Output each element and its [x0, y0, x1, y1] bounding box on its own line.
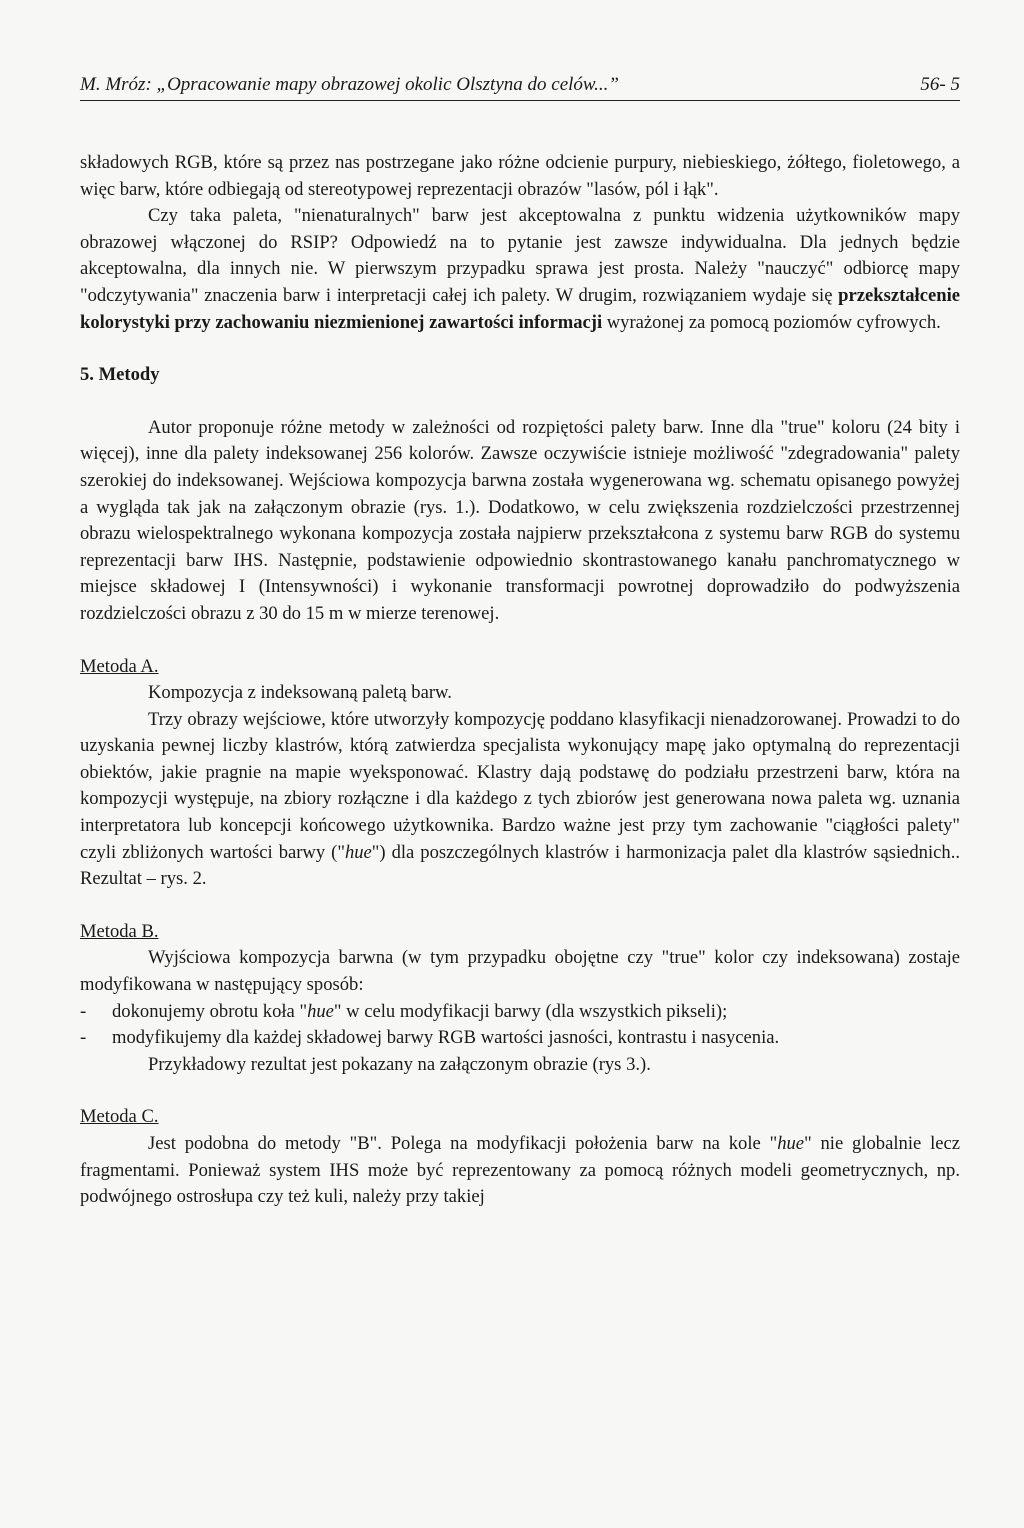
page-content — [80, 150, 960, 1211]
list-item — [80, 1025, 960, 1052]
running-title: M. Mróz: „Opracowanie mapy obrazowej okolic Olsztyna do celów...” — [80, 74, 619, 95]
method-a-text-tail: ") dla poszczególnych klastrów i harmonizacja palet dla klastrów sąsiednich.. Rezultat – rys. 2. — [80, 841, 960, 890]
method-c-text-tail: " nie globalnie lecz fragmentami. Ponieważ system IHS może być reprezentowany za pomocą różnych modeli geometrycznych, np. podwójnego ostrosłupa czy też kuli, należy przy takiej — [80, 1133, 961, 1208]
hue-term: hue — [777, 1133, 805, 1154]
method-b-heading: Metoda B. — [80, 920, 159, 942]
list-item-text-a: dokonujemy obrotu koła " — [112, 1000, 308, 1022]
method-c-text: Jest podobna do metody "B". Polega na modyfikacji położenia barw na kole " — [148, 1133, 778, 1154]
method-b-result: Przykładowy rezultat jest pokazany na załączonym obrazie (rys 3.). — [148, 1053, 651, 1075]
method-c-heading: Metoda C. — [80, 1106, 159, 1128]
emphasis-bold: przekształcenie kolorystyki przy zachowaniu niezmienionej zawartości informacji — [80, 284, 960, 333]
page-header — [80, 72, 960, 101]
list-dash: - — [80, 1000, 87, 1022]
list-item-text — [112, 999, 960, 1026]
method-a-heading: Metoda A. — [80, 655, 159, 677]
method-a-subtitle: Kompozycja z indeksowaną paletą barw. — [148, 682, 452, 704]
paragraph-tail: wyrażonej za pomocą poziomów cyfrowych. — [602, 311, 941, 333]
method-a-paragraph — [80, 707, 960, 893]
list-item-text-b: " w celu modyfikacji barwy (dla wszystkich pikseli); — [333, 1000, 728, 1022]
section-heading: 5. Metody — [80, 364, 160, 386]
paragraph-palette-question — [80, 203, 960, 336]
hue-term: hue — [307, 1000, 334, 1022]
method-c-paragraph — [80, 1131, 960, 1211]
paragraph-continuation: składowych RGB, które są przez nas postrzegane jako różne odcienie purpury, niebieskiego, żółtego, fioletowego, a więc barw, które odbiegają od stereotypowej reprezentacji obrazów "lasów, pól i łąk". — [80, 152, 960, 200]
hue-term: hue — [344, 841, 372, 863]
paragraph-text: Czy taka paleta, "nienaturalnych" barw jest akceptowalna z punktu widzenia użytkowników mapy obrazowej włączonej do RSIP? Odpowiedź na to pytanie jest zawsze indywidualna. Dla jednych będzie akceptowalna, dla innych nie. W pierwszym przypadku sprawa jest prosta. Należy "nauczyć" odbiorcę mapy "odczytywania" znaczenia barw i interpretacji całej ich palety. W drugim, rozwiązaniem wydaje się — [80, 205, 960, 306]
paragraph-methods-intro: Autor proponuje różne metody w zależności od rozpiętości palety barw. Inne dla "true" koloru (24 bity i więcej), inne dla palety indeksowanej 256 kolorów. Zawsze oczywiście istnieje możliwość "zdegradowania" palety szerokiej do indeksowanej. Wejściowa kompozycja barwna została wygenerowana wg. schematu opisanego powyżej a wygląda tak jak na załączonym obrazie (rys. 1.). Dodatkowo, w celu zwiększenia rozdzielczości przestrzennej obrazu wielospektralnego wykonana kompozycja została najpierw przekształcona z systemu barw RGB do systemu reprezentacji barw IHS. Następnie, podstawienie odpowiednio skontrastowanego kanału panchromatycznego w miejsce składowej I (Intensywności) i wykonanie transformacji powrotnej doprowadziło do podwyższenia rozdzielczości obrazu z 30 do 15 m w mierze terenowej. — [80, 416, 960, 624]
list-dash: - — [80, 1027, 87, 1049]
list-item — [80, 999, 960, 1026]
method-b-paragraph: Wyjściowa kompozycja barwna (w tym przypadku obojętne czy "true" kolor czy indeksowana) zostaje modyfikowana w następujący sposób: — [80, 947, 960, 996]
method-a-text: Trzy obrazy wejściowe, które utworzyły kompozycję poddano klasyfikacji nienadzorowanej. Prowadzi to do uzyskania pewnej liczby klastrów, którą zatwierdza specjalista wykonujący mapę jako optymalną do reprezentacji obiektów, jakie pragnie na mapie wyeksponować. Klastry dają podstawę do podziału przestrzeni barw, która na kompozycji występuje, na zbiory rozłączne i dla każdego z tych zbiorów jest generowana nowa paleta wg. uznania interpretatora lub koncepcji końcowego użytkownika. Bardzo ważne jest przy tym zachowanie "ciągłości palety" czyli zbliżonych wartości barwy (" — [80, 708, 960, 863]
list-item-text: modyfikujemy dla każdej składowej barwy RGB wartości jasności, kontrastu i nasycenia. — [112, 1027, 780, 1049]
page-number: 56- 5 — [920, 74, 960, 95]
